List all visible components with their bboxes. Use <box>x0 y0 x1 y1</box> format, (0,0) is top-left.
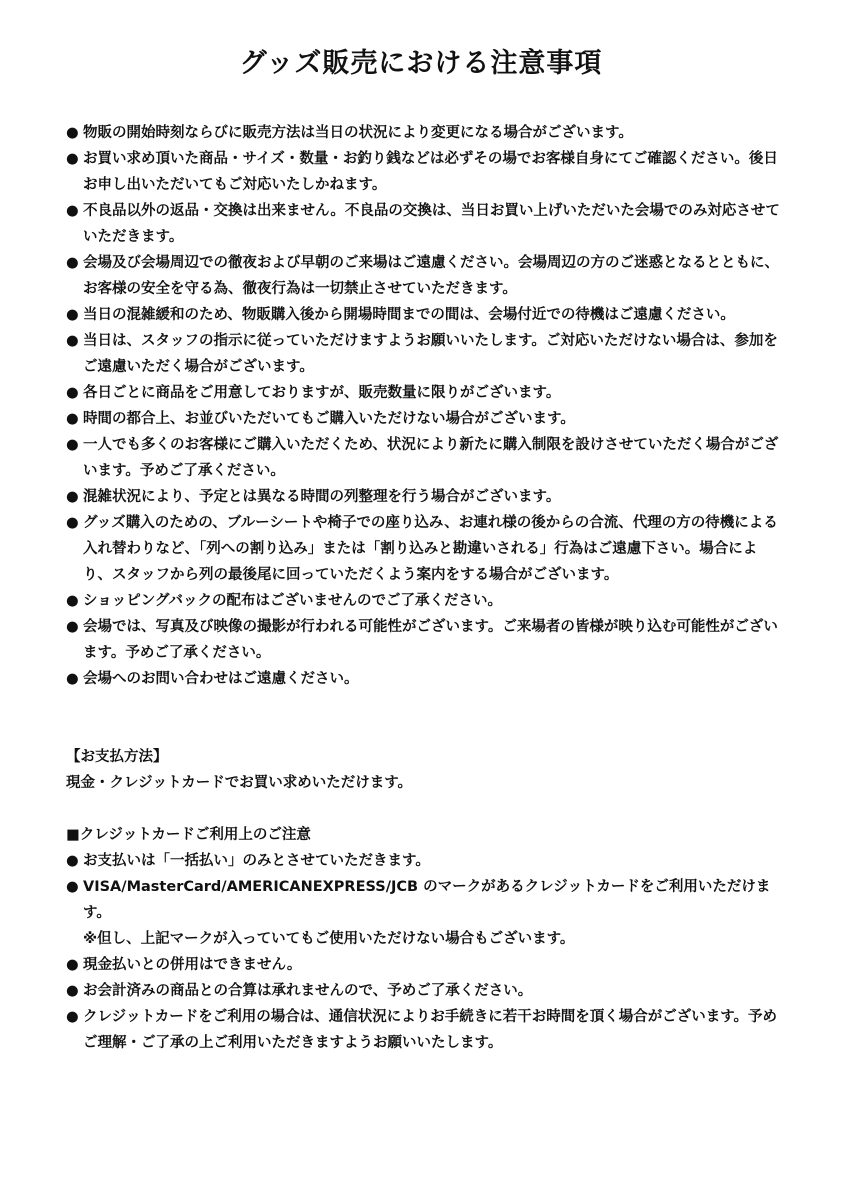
payment-heading: 【お支払方法】 <box>66 749 168 765</box>
notice-text: 物販の開始時刻ならびに販売方法は当日の状況により変更になる場合がございます。 <box>83 125 633 141</box>
credit-notice-list-continued <box>66 952 782 1056</box>
credit-notice-text: お支払いは「一括払い」のみとさせていただきます。 <box>83 853 430 869</box>
notice-text: 一人でも多くのお客様にご購入いただくため、状況により新たに購入制限を設けさせていただく場合がございます。予めご了承ください。 <box>83 437 779 479</box>
bullet-icon: ● <box>66 853 79 869</box>
bullet-icon: ● <box>66 671 79 687</box>
bullet-icon: ● <box>66 385 79 401</box>
notice-text: グッズ購入のための、ブルーシートや椅子での座り込み、お連れ様の後からの合流、代理の方の待機による入れ替わりなど、「列への割り込み」または「割り込みと勘違いされる」行為はご遠慮下さい。場合により、スタッフから列の最後尾に回っていただくよう案内をする場合がございます。 <box>83 515 778 583</box>
bullet-icon: ● <box>66 125 79 141</box>
list-item <box>66 848 782 874</box>
credit-notice-list <box>66 848 782 926</box>
credit-notice-text: お会計済みの商品との合算は承れませんので、予めご了承ください。 <box>83 983 533 999</box>
list-item <box>66 484 782 510</box>
list-item <box>66 198 782 250</box>
notice-text: 混雑状況により、予定とは異なる時間の列整理を行う場合がございます。 <box>83 489 561 505</box>
notice-text: ショッピングバックの配布はございませんのでご了承ください。 <box>83 593 503 609</box>
notice-text: 会場では、写真及び映像の撮影が行われる可能性がございます。ご来場者の皆様が映り込む可能性がございます。予めご了承ください。 <box>83 619 778 661</box>
payment-text: 現金・クレジットカードでお買い求めいただけます。 <box>66 775 413 791</box>
credit-notice-text: クレジットカードをご利用の場合は、通信状況によりお手続きに若干お時間を頂く場合がございます。予めご理解・ご了承の上ご利用いただきますようお願いいたします。 <box>83 1009 778 1051</box>
list-item <box>66 588 782 614</box>
credit-card-note: ※但し、上記マークが入っていてもご使用いただけない場合もございます。 <box>83 931 575 947</box>
bullet-icon: ● <box>66 437 79 453</box>
bullet-icon: ● <box>66 333 79 349</box>
credit-heading: ■クレジットカードご利用上のご注意 <box>66 827 311 843</box>
bullet-icon: ● <box>66 1009 79 1025</box>
list-item <box>66 302 782 328</box>
list-item <box>66 978 782 1004</box>
bullet-icon: ● <box>66 307 79 323</box>
list-item <box>66 666 782 692</box>
notice-text: 時間の都合上、お並びいただいてもご購入いただけない場合がございます。 <box>83 411 575 427</box>
notice-text: 各日ごとに商品をご用意しておりますが、販売数量に限りがございます。 <box>83 385 561 401</box>
bullet-icon: ● <box>66 489 79 505</box>
bullet-icon: ● <box>66 593 79 609</box>
notice-text: 会場へのお問い合わせはご遠慮ください。 <box>83 671 359 687</box>
list-item <box>66 328 782 380</box>
notice-text: 不良品以外の返品・交換は出来ません。不良品の交換は、当日お買い上げいただいた会場でのみ対応させていただきます。 <box>83 203 780 245</box>
list-item <box>66 952 782 978</box>
bullet-icon: ● <box>66 411 79 427</box>
document-body <box>66 120 782 1056</box>
page-title: グッズ販売における注意事項 <box>239 48 603 79</box>
bullet-icon: ● <box>66 151 79 167</box>
bullet-icon: ● <box>66 983 79 999</box>
spacer <box>66 692 782 744</box>
list-item <box>66 432 782 484</box>
notice-text: 会場及び会場周辺での徹夜および早朝のご来場はご遠慮ください。会場周辺の方のご迷惑となるとともに、お客様の安全を守る為、徹夜行為は一切禁止させていただきます。 <box>83 255 779 297</box>
list-item <box>66 874 782 926</box>
list-item <box>66 510 782 588</box>
bullet-icon: ● <box>66 957 79 973</box>
bullet-icon: ● <box>66 619 79 635</box>
bullet-icon: ● <box>66 515 79 531</box>
notice-text: 当日の混雑緩和のため、物販購入後から開場時間までの間は、会場付近での待機はご遠慮ください。 <box>83 307 735 323</box>
notice-list <box>66 120 782 692</box>
list-item <box>66 146 782 198</box>
list-item <box>66 614 782 666</box>
bullet-icon: ● <box>66 203 79 219</box>
list-item <box>66 380 782 406</box>
list-item <box>66 1004 782 1056</box>
spacer <box>66 796 782 822</box>
credit-notice-text: 現金払いとの併用はできません。 <box>83 957 302 973</box>
notice-text: 当日は、スタッフの指示に従っていただけますようお願いいたします。ご対応いただけない場合は、参加をご遠慮いただく場合がございます。 <box>83 333 778 375</box>
bullet-icon: ● <box>66 879 79 895</box>
list-item <box>66 406 782 432</box>
credit-notice-text: VISA/MasterCard/AMERICANEXPRESS/JCB のマークがあるクレジットカードをご利用いただけます。 <box>83 879 771 921</box>
notice-text: お買い求め頂いた商品・サイズ・数量・お釣り銭などは必ずその場でお客様自身にてご確認ください。後日お申し出いただいてもご対応いたしかねます。 <box>83 151 778 193</box>
bullet-icon: ● <box>66 255 79 271</box>
list-item <box>66 120 782 146</box>
list-item <box>66 250 782 302</box>
